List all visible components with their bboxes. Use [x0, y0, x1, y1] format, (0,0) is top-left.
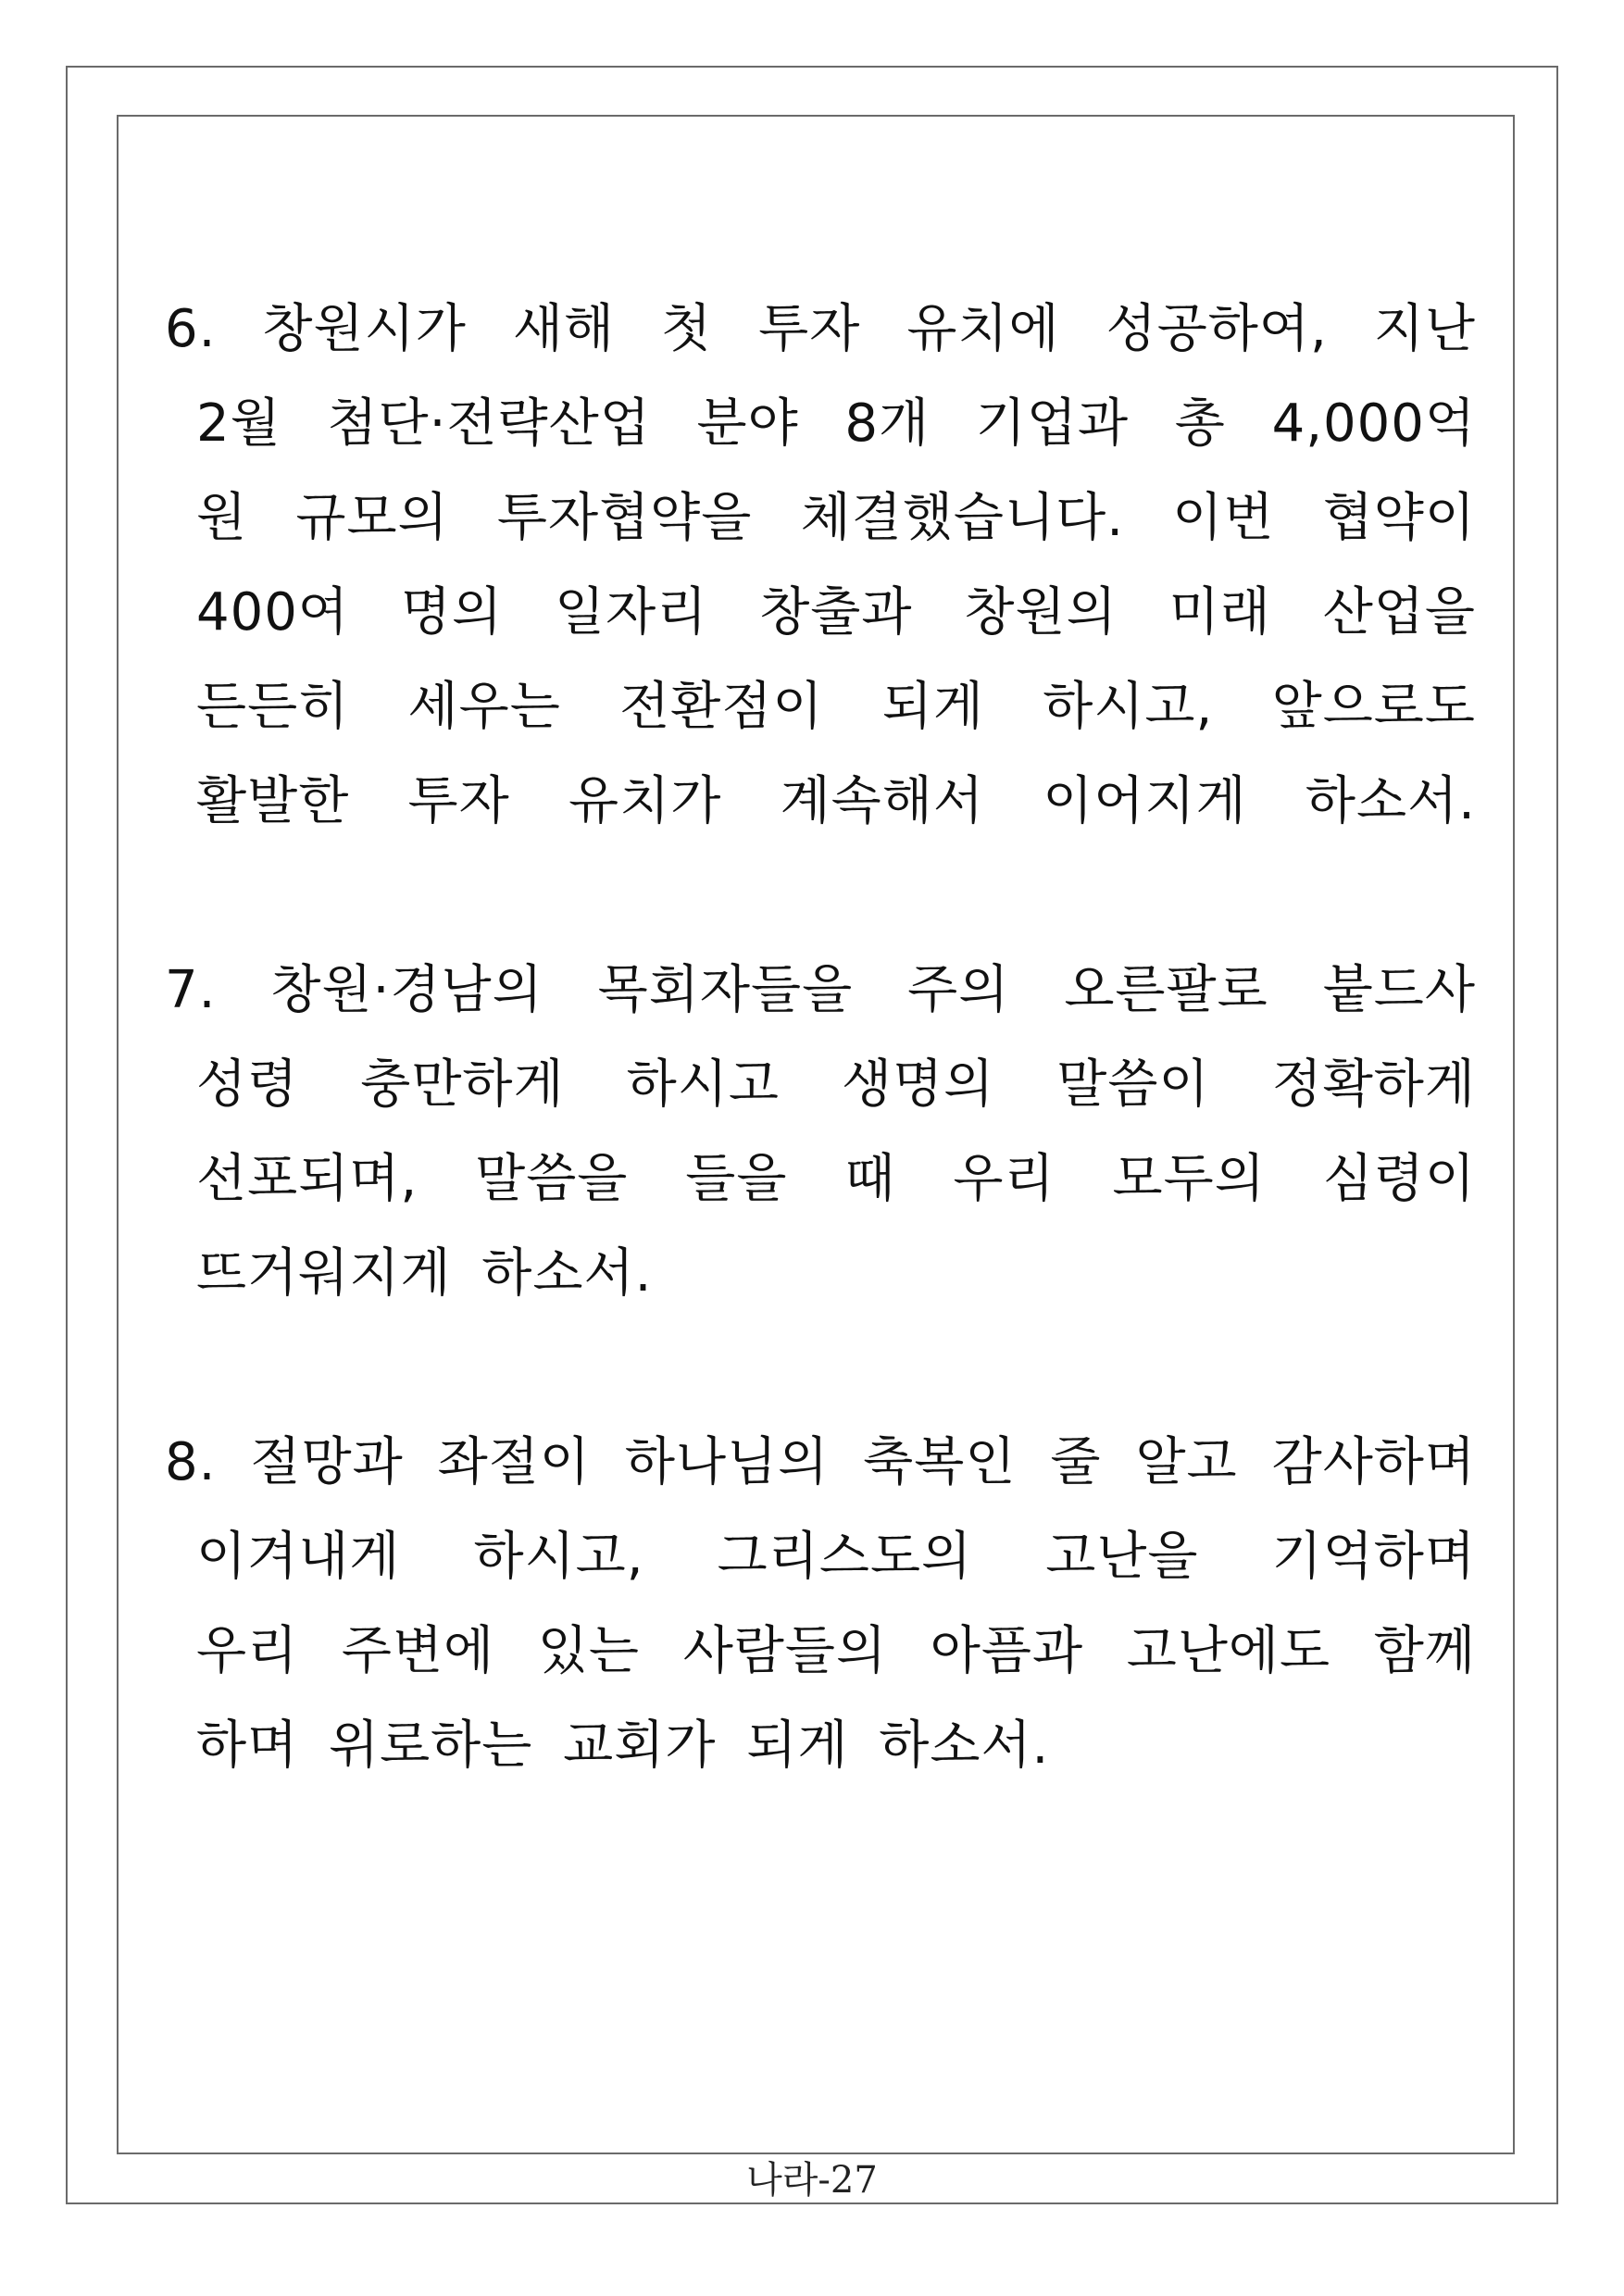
- prayer-item-7: [165, 943, 1489, 1321]
- prayer-line: 7. 창원·경남의 목회자들을 주의 오른팔로 붙드사: [165, 960, 1476, 1020]
- prayer-line: 2월 첨단·전략산업 분야 8개 기업과 총 4,000억: [196, 393, 1476, 454]
- prayer-line: 든든히 세우는 전환점이 되게 하시고, 앞으로도: [196, 677, 1476, 737]
- prayer-line: 8. 절망과 좌절이 하나님의 축복인 줄 알고 감사하며: [165, 1432, 1476, 1492]
- prayer-line: 원 규모의 투자협약을 체결했습니다. 이번 협약이: [196, 488, 1476, 548]
- prayer-line: 400여 명의 일자리 창출과 창원의 미래 산업을: [196, 582, 1476, 643]
- prayer-line: 우리 주변에 있는 사람들의 아픔과 고난에도 함께: [196, 1621, 1476, 1681]
- prayer-line: 뜨거워지게 하소서.: [196, 1243, 653, 1304]
- prayer-line: 하며 위로하는 교회가 되게 하소서.: [196, 1716, 1050, 1776]
- prayer-item-6: [165, 282, 1489, 849]
- prayer-line: 선포되며, 말씀을 들을 때 우리 모두의 심령이: [196, 1149, 1476, 1209]
- prayer-line: 6. 창원시가 새해 첫 투자 유치에 성공하여, 지난: [165, 299, 1476, 359]
- prayer-item-8: [165, 1416, 1489, 1793]
- prayer-list: [165, 282, 1489, 1793]
- prayer-line: 이겨내게 하시고, 그리스도의 고난을 기억하며: [196, 1527, 1476, 1587]
- prayer-line: 활발한 투자 유치가 계속해서 이어지게 하소서.: [196, 771, 1476, 831]
- prayer-line: 성령 충만하게 하시고 생명의 말씀이 정확하게: [196, 1054, 1476, 1115]
- page-number: 나라-27: [746, 2159, 878, 2202]
